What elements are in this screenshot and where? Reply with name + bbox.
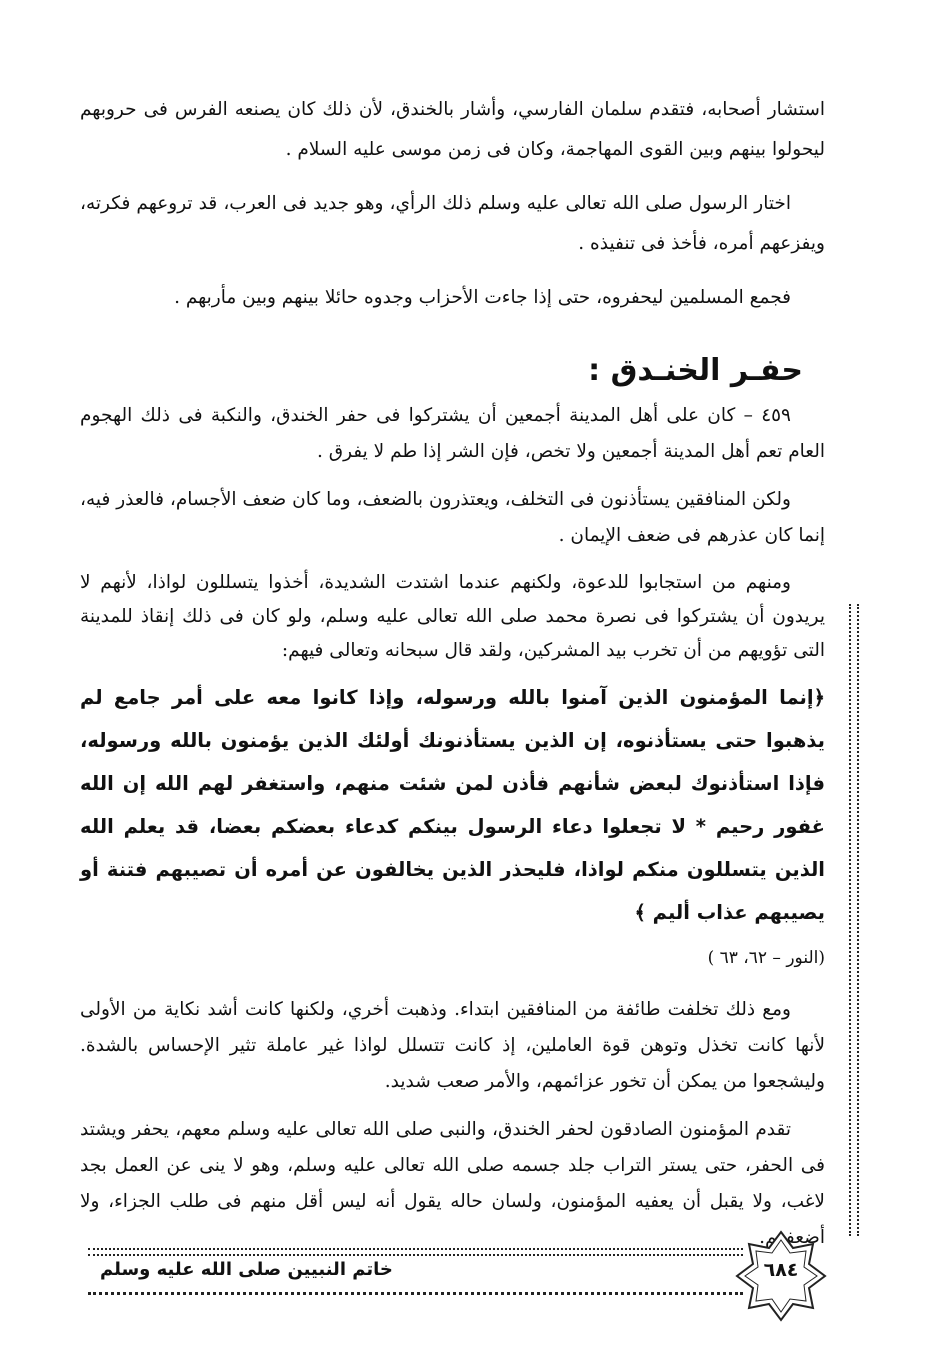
section-heading: حفـر الخنـدق : [588, 353, 803, 388]
paragraph: ٤٥٩ – كان على أهل المدينة أجمعين أن يشتركوا فى حفر الخندق، والنكبة فى ذلك الهجوم العام تعم أهل المدينة أجمعين ولا تخص، فإن الشر إذا طم لا يفرق . [80, 405, 825, 462]
paragraph: ولكن المنافقين يستأذنون فى التخلف، ويعتذرون بالضعف، وما كان ضعف الأجسام، فالعذر فيه، إنما كان عذرهم فى ضعف الإيمان . [80, 489, 825, 546]
footer-rule [88, 1248, 743, 1256]
paragraph: ومنهم من استجابوا للدعوة، ولكنهم عندما اشتدت الشديدة، أخذوا يتسللون لواذا، لأنهم لا يريدون أن يشتركوا فى نصرة محمد صلى الله تعالى عليه وسلم، ولو كان فى ذلك إنقاذ للمدينة التى تؤويهم من أن تخرب بيد المشركين، ولقد قال سبحانه وتعالى فيهم: [80, 572, 825, 661]
verse-citation: (النور – ٦٢، ٦٣ ) [707, 948, 825, 968]
paragraph: تقدم المؤمنون الصادقون لحفر الخندق، والنبى صلى الله تعالى عليه وسلم معهم، يحفر ويشتد فى الحفر، حتى يستر التراب جلد جسمه صلى الله تعالى عليه وسلم، وهو لا ينى عن العمل بجد لاغب، ولا يقبل أن يعفيه المؤمنون، ولسان حاله يقول أنه ليس أقل منهم فى طلب الجزاء، ولا أضعفهم. [80, 1119, 825, 1248]
main-section [80, 398, 825, 1256]
paragraph: اختار الرسول صلى الله تعالى عليه وسلم ذلك الرأي، وهو جديد فى العرب، قد تروعهم فكرته، ويفزعهم أمره، فأخذ فى تنفيذه . [80, 193, 825, 254]
side-border [849, 604, 859, 1236]
paragraph: استشار أصحابه، فتقدم سلمان الفارسي، وأشار بالخندق، لأن ذلك كان يصنعه الفرس فى حروبهم ليحولوا بينهم وبين القوى المهاجمة، وكان فى زمن موسى عليه السلام . [80, 99, 825, 160]
footer-rule-lower [88, 1292, 743, 1295]
paragraph: ومع ذلك تخلفت طائفة من المنافقين ابتداء. وذهبت أخري، ولكنها كانت أشد نكاية من الأولى لأنها كانت تخذل وتوهن قوة العاملين، إذ كانت تتسلل لواذا غير عاملة تثير الإحساس بالشدة. وليشجعوا من يمكن أن تخور عزائمهم، والأمر صعب شديد. [80, 999, 825, 1092]
page-number: ٦٨٤ [763, 1259, 799, 1281]
quran-verse: ﴿إنما المؤمنون الذين آمنوا بالله ورسوله، وإذا كانوا معه على أمر جامع لم يذهبوا حتى يستأذنوه، إن الذين يستأذنونك أولئك الذين يؤمنون بالله ورسوله، فإذا استأذنوك لبعض شأنهم فأذن لمن شئت منهم، واستغفر لهم الله إن الله غفور رحيم * لا تجعلوا دعاء الرسول بينكم كدعاء بعضكم بعضا، قد يعلم الله الذين يتسللون منكم لواذا، فليحذر الذين يخالفون عن أمره أن تصيبهم فتنة أو يصيبهم عذاب أليم ﴾ [80, 686, 825, 924]
intro-section [80, 90, 825, 332]
book-title: خاتم النبيين صلى الله عليه وسلم [100, 1259, 393, 1280]
paragraph: فجمع المسلمين ليحفروه، حتى إذا جاءت الأحزاب وجدوه حائلا بينهم وبين مأربهم . [174, 287, 791, 308]
